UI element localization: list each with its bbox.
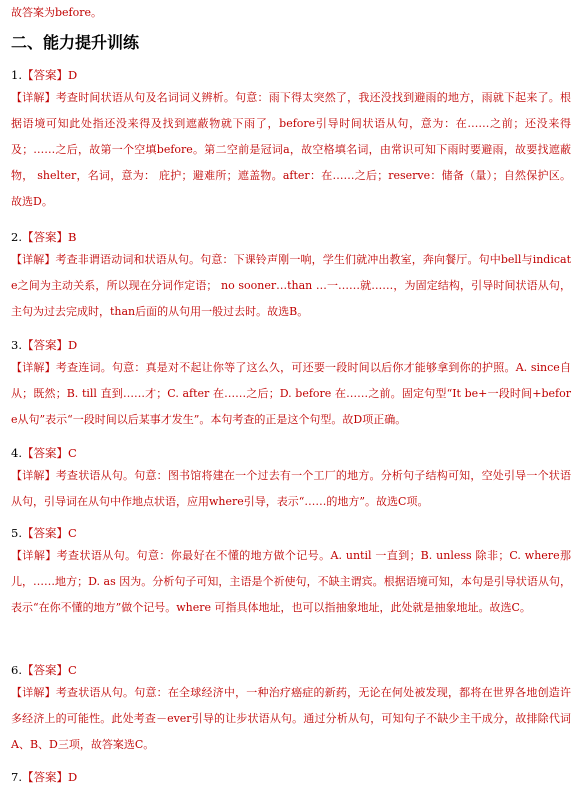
answer-item-6 [11,660,571,758]
answer-label: 【答案】D [21,338,78,352]
answer-line [11,65,571,85]
answer-detail: 【详解】考查状语从句。句意：图书馆将建在一个过去有一个工厂的地方。分析句子结构可知，空处引导一个状语从句，引导词在从句中作地点状语，应用where引导，表示“……的地方”。故选C项。 [11,469,571,508]
item-number: 6. [11,663,22,677]
answer-item-3 [11,335,571,433]
answer-line [11,335,571,355]
answer-line [11,523,571,543]
answer-label: 【答案】D [21,770,78,784]
answer-item-4 [11,443,571,515]
answer-detail: 【详解】考查状语从句。句意：你最好在不懂的地方做个记号。A. until 一直到；B. unless 除非；C. where那儿，……地方；D. as 因为。分析句子可知，主语是个祈使句，不缺主谓宾。根据语境可知，本句是引导状语从句，表示“在你不懂的地方”做个记号。where 可指具体地址，也可以指抽象地址，此处就是抽象地址。故选C。 [11,549,571,614]
answer-item-7 [11,767,571,787]
item-number: 1. [11,68,22,82]
answer-line [11,660,571,680]
answer-label: 【答案】C [21,446,77,460]
previous-answer-line: 故答案为before。 [11,6,103,19]
item-number: 4. [11,446,22,460]
answer-detail: 【详解】考查时间状语从句及名词词义辨析。句意：雨下得太突然了，我还没找到避雨的地方，雨就下起来了。根据语境可知此处指还没来得及找到遮蔽物就下雨了，before引导时间状语从句，意为：在……之前；还没来得及；……之后，故第一个空填before。第二空前是冠词a，故空格填名词，由常识可知下雨时要避雨，故要找遮蔽物， shelter，名词，意为： 庇护；避难所；遮盖物。after：在……之后；reserve：储备（量）；自然保护区。故选D。 [11,91,571,208]
item-number: 2. [11,230,22,244]
item-number: 3. [11,338,22,352]
answer-item-1 [11,65,571,215]
answer-item-2 [11,227,571,325]
answer-line [11,767,571,787]
answer-label: 【答案】D [21,68,78,82]
item-number: 5. [11,526,22,540]
answer-line [11,227,571,247]
answer-item-5 [11,523,571,621]
answer-detail: 【详解】考查状语从句。句意：在全球经济中，一种治疗癌症的新药，无论在何处被发现，都将在世界各地创造许多经济上的可能性。此处考查－ever引导的让步状语从句。通过分析从句，可知句子不缺少主干成分，故排除代词A、B、D三项，故答案选C。 [11,686,571,751]
section-title: 二、能力提升训练 [11,33,140,52]
answer-label: 【答案】B [21,230,77,244]
answer-label: 【答案】C [21,663,77,677]
answer-detail: 【详解】考查连词。句意：真是对不起让你等了这么久，可还要一段时间以后你才能够拿到你的护照。A. since自从；既然；B. till 直到……才；C. after 在……之后；D. before 在……之前。固定句型“It be+一段时间+before从句”表示“一段时间以后某事才发生”。本句考查的正是这个句型。故D项正确。 [11,361,571,426]
answer-detail: 【详解】考查非谓语动词和状语从句。句意：下课铃声刚一响，学生们就冲出教室，奔向餐厅。句中bell与indicate之间为主动关系，所以现在分词作定语； no sooner…than …一……就……，为固定结构，引导时间状语从句，主句为过去完成时，than后面的从句用一般过去时。故选B。 [11,253,571,318]
answer-line [11,443,571,463]
answer-label: 【答案】C [21,526,77,540]
item-number: 7. [11,770,22,784]
